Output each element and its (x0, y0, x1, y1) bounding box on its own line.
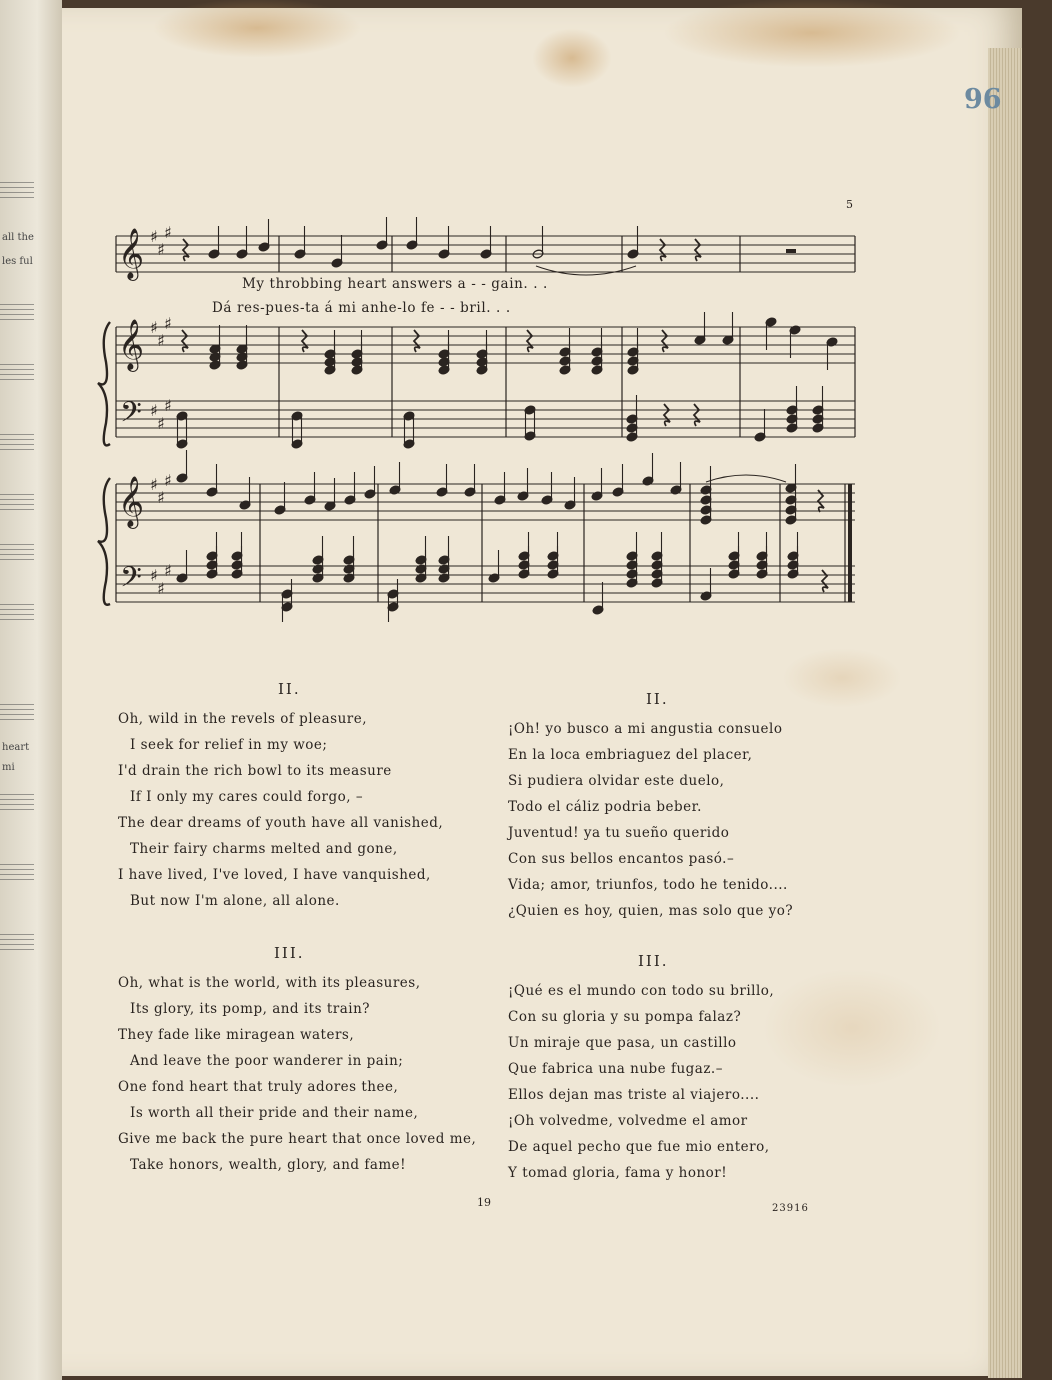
verse-line: Con sus bellos encantos pasó.– (508, 851, 735, 867)
verse-line: Todo el cáliz podria beber. (508, 799, 702, 815)
verse-line: ¡Qué es el mundo con todo su brillo, (508, 983, 775, 999)
verse-line: Un miraje que pasa, un castillo (508, 1035, 737, 1051)
treble-clef: 𝄞 (118, 476, 145, 527)
sharp-sign: ♯ (164, 396, 172, 415)
treble-clef: 𝄞 (118, 319, 145, 370)
spanish-verse-2 (508, 690, 793, 924)
facing-page-staff (0, 790, 34, 812)
sharp-sign: ♯ (150, 318, 158, 337)
water-stain (782, 648, 902, 708)
verse-line: De aquel pecho que fue mio entero, (508, 1139, 770, 1155)
verse-line: Vida; amor, triunfos, todo he tenido.... (508, 877, 788, 893)
verse-line: I'd drain the rich bowl to its measure (118, 763, 392, 779)
bass-clef: 𝄢 (120, 561, 142, 601)
sharp-sign: ♯ (150, 566, 158, 585)
sharp-sign: ♯ (150, 227, 158, 246)
music-score (0, 0, 1052, 640)
rest-symbol (414, 330, 420, 352)
sharp-sign: ♯ (157, 579, 165, 598)
spanish-verse-3 (508, 952, 774, 1186)
sharp-sign: ♯ (150, 401, 158, 420)
verse-line: Its glory, its pomp, and its train? (130, 1001, 371, 1017)
verse-line: But now I'm alone, all alone. (130, 893, 340, 909)
sharp-sign: ♯ (164, 223, 172, 242)
facing-page-staff (0, 700, 34, 722)
tie (536, 266, 636, 275)
facing-page-text: mi (2, 762, 15, 773)
verse-line: Oh, what is the world, with its pleasures, (118, 975, 421, 991)
rest-symbol (695, 239, 701, 261)
facing-page-staff (0, 860, 34, 882)
sharp-sign: ♯ (157, 488, 165, 507)
facing-page-text: les ful (2, 256, 33, 267)
sharp-sign: ♯ (157, 414, 165, 433)
rest-symbol (183, 239, 189, 261)
facing-page-staff (0, 930, 34, 952)
verse-line: Ellos dejan mas triste al viajero.... (508, 1087, 760, 1103)
verse-line: Give me back the pure heart that once loved me, (118, 1131, 477, 1147)
sharp-sign: ♯ (157, 331, 165, 350)
rest-symbol (662, 330, 668, 352)
measure-number: 5 (846, 198, 853, 211)
english-verse-2 (118, 680, 443, 914)
rest-symbol (660, 239, 666, 261)
whole-rest (786, 249, 796, 253)
verse-line: Oh, wild in the revels of pleasure, (118, 711, 368, 727)
verse-heading: III. (274, 944, 305, 962)
plate-number: 23916 (772, 1203, 809, 1214)
page-number: 19 (477, 1196, 491, 1209)
verse-heading: III. (638, 952, 669, 970)
verse-line: The dear dreams of youth have all vanished, (118, 815, 444, 831)
folio-number: 96 (964, 84, 1002, 115)
sharp-sign: ♯ (164, 314, 172, 333)
verse-heading: II. (646, 690, 669, 708)
english-verse-3 (118, 944, 476, 1178)
lyric-line-english: My throbbing heart answers a - - gain. . . (242, 276, 548, 292)
tie (706, 475, 786, 482)
verse-line: Juventud! ya tu sueño querido (508, 825, 730, 841)
rest-symbol (822, 570, 828, 592)
sharp-sign: ♯ (164, 471, 172, 490)
verse-line: If I only my cares could forgo, – (130, 789, 364, 805)
bass-clef: 𝄢 (120, 396, 142, 436)
verse-line: Their fairy charms melted and gone, (130, 841, 398, 857)
verse-line: They fade like miragean waters, (118, 1027, 355, 1043)
sharp-sign: ♯ (150, 475, 158, 494)
rest-symbol (182, 330, 188, 352)
water-stain (762, 968, 942, 1088)
verse-line: One fond heart that truly adores thee, (118, 1079, 399, 1095)
brace (98, 478, 110, 605)
verse-line: Si pudiera olvidar este duelo, (508, 773, 725, 789)
verse-line: I have lived, I've loved, I have vanquished, (118, 867, 431, 883)
rest-symbol (694, 404, 700, 426)
verse-line: Take honors, wealth, glory, and fame! (130, 1157, 407, 1173)
verse-line: Y tomad gloria, fama y honor! (508, 1165, 728, 1181)
verse-line: ¿Quien es hoy, quien, mas solo que yo? (508, 903, 794, 919)
sharp-sign: ♯ (157, 240, 165, 259)
rest-symbol (527, 330, 533, 352)
verse-line: And leave the poor wanderer in pain; (130, 1053, 404, 1069)
brace (98, 322, 110, 445)
facing-page-text: all the (2, 232, 34, 243)
facing-page-text: heart (2, 742, 30, 753)
verse-line: I seek for relief in my woe; (130, 737, 328, 753)
verse-line: Con su gloria y su pompa falaz? (508, 1009, 742, 1025)
lyric-line-spanish: Dá res-pues-ta á mi anhe-lo fe - - bril. . . (212, 300, 511, 316)
verse-line: Is worth all their pride and their name, (130, 1105, 419, 1121)
sharp-sign: ♯ (164, 561, 172, 580)
verse-line: Que fabrica una nube fugaz.– (508, 1061, 723, 1077)
verse-line: ¡Oh! yo busco a mi angustia consuelo (508, 721, 783, 737)
treble-clef: 𝄞 (118, 228, 145, 279)
verse-heading: II. (278, 680, 301, 698)
verse-line: En la loca embriaguez del placer, (508, 747, 753, 763)
rest-symbol (302, 330, 308, 352)
verse-line: ¡Oh volvedme, volvedme el amor (508, 1113, 748, 1129)
rest-symbol (664, 404, 670, 426)
